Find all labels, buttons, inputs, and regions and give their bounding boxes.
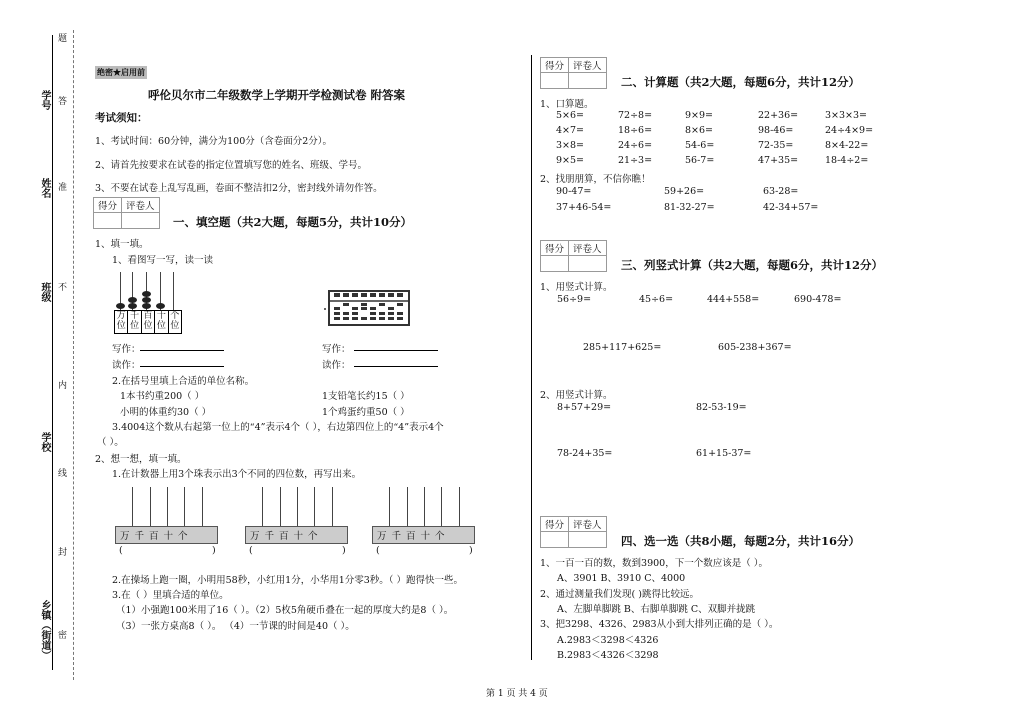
score-cell[interactable] bbox=[541, 256, 569, 272]
question: 1、一百一百的数，数到3900，下一个数应该是（ ）。 bbox=[540, 558, 768, 569]
counter-figure bbox=[372, 485, 477, 560]
section-title: 三、列竖式计算（共2大题，每题6分，共计12分） bbox=[621, 258, 884, 272]
page-title: 呼伦贝尔市二年级数学上学期开学检测试卷 附答案 bbox=[148, 88, 406, 102]
write-label: 写作： bbox=[112, 344, 141, 355]
option-a: A.2983＜3298＜4326 bbox=[557, 635, 659, 646]
oral-item: 72-35= bbox=[758, 140, 794, 151]
question-item: 小明的体重约30（ ） bbox=[120, 407, 212, 418]
score-box bbox=[540, 516, 607, 548]
answer-line[interactable] bbox=[140, 341, 224, 351]
question: 1.在计数器上用3个珠表示出3个不同的四位数，再写出来。 bbox=[112, 469, 362, 480]
calc-item: 56÷9= bbox=[557, 294, 592, 305]
section-title: 二、计算题（共2大题，每题6分，共计12分） bbox=[621, 75, 861, 89]
counter-rod bbox=[297, 487, 298, 527]
grader-label: 评卷人 bbox=[569, 517, 607, 532]
counter-rod bbox=[407, 487, 408, 527]
score-box bbox=[540, 240, 607, 272]
oral-item: 18÷6= bbox=[618, 125, 653, 136]
calc-item: 90-47= bbox=[556, 186, 592, 197]
score-label: 得分 bbox=[94, 198, 122, 213]
township-label: 乡镇（街道） bbox=[39, 600, 50, 660]
binding-label: 线 bbox=[56, 468, 66, 477]
oral-item: 72÷8= bbox=[618, 110, 653, 121]
write-label: 写作： bbox=[322, 344, 351, 355]
question: 2.在操场上跑一圈，小明用58秒，小红用1分，小华用1分零3秒。（ ）跑得快一些。 bbox=[112, 575, 464, 586]
page-number: 第 1 页 共 4 页 bbox=[486, 689, 548, 699]
counter-rod bbox=[132, 487, 133, 527]
counter-rod bbox=[424, 487, 425, 527]
section-title: 一、填空题（共2大题，每题5分，共计10分） bbox=[173, 215, 413, 229]
place-label: 个位 bbox=[170, 311, 180, 331]
oral-item: 8×6= bbox=[685, 125, 714, 136]
binding-label: 答 bbox=[56, 96, 66, 105]
place-label: 百位 bbox=[142, 311, 155, 333]
question: 3.在（ ）里填合适的单位。 bbox=[112, 590, 229, 601]
calc-item: 37+46-54= bbox=[556, 202, 612, 213]
note-item: 2、请首先按要求在试卷的指定位置填写您的姓名、班级、学号。 bbox=[95, 160, 368, 171]
question-item: 1本书约重200（ ） bbox=[120, 391, 205, 402]
oral-item: 8×4-22= bbox=[825, 140, 869, 151]
counter-rod bbox=[280, 487, 281, 527]
question: 1、口算题。 bbox=[540, 99, 594, 110]
binding-line bbox=[52, 35, 53, 670]
grader-cell[interactable] bbox=[122, 213, 160, 229]
calc-item: 8+57+29= bbox=[557, 402, 612, 413]
calc-item: 81-32-27= bbox=[664, 202, 715, 213]
question: 2.在括号里填上合适的单位名称。 bbox=[112, 376, 255, 387]
options: A、左脚单脚跳 B、右脚单脚跳 C、双脚并拢跳 bbox=[557, 604, 756, 615]
calc-item: 78-24+35= bbox=[557, 448, 613, 459]
question-item: 1个鸡蛋约重50（ ） bbox=[322, 407, 410, 418]
question: 3.4004这个数从右起第一位上的“4”表示4个（ ），右边第四位上的“4”表示4个 bbox=[112, 422, 444, 433]
seal-line bbox=[73, 30, 74, 680]
oral-item: 5×6= bbox=[556, 110, 585, 121]
question-item: 1支铅笔长约15（ ） bbox=[322, 391, 410, 402]
question: 2、找朋朋算，不信你瞧！ bbox=[540, 174, 651, 185]
question-item: （1）小强跑100米用了16（ ）。（2）5枚5角硬币叠在一起的厚度大约是8（ ）。 bbox=[116, 605, 454, 616]
paren-close: ) bbox=[212, 545, 216, 556]
question: 1、用竖式计算。 bbox=[540, 282, 613, 293]
read-label: 读作： bbox=[322, 360, 351, 371]
grader-label: 评卷人 bbox=[122, 198, 160, 213]
oral-item: 3×8= bbox=[556, 140, 585, 151]
counter-rod bbox=[150, 487, 151, 527]
column-divider bbox=[531, 55, 532, 660]
notes-heading: 考试须知： bbox=[95, 112, 148, 124]
class-label: 班级 bbox=[39, 282, 50, 302]
grader-label: 评卷人 bbox=[569, 241, 607, 256]
oral-item: 56-7= bbox=[685, 155, 715, 166]
binding-label: 准 bbox=[56, 182, 66, 191]
calc-item: 61+15-37= bbox=[696, 448, 752, 459]
question-item: （3）一张方桌高8（ ）。 （4）一节课的时间是40（ ）。 bbox=[116, 621, 355, 632]
oral-item: 24÷6= bbox=[618, 140, 653, 151]
binding-label: 封 bbox=[56, 547, 66, 556]
calc-item: 45÷6= bbox=[639, 294, 674, 305]
paren-open: ( bbox=[376, 545, 380, 556]
abacus-base bbox=[114, 310, 182, 334]
binding-label: 内 bbox=[56, 380, 66, 389]
question: 1、填一填。 bbox=[95, 239, 149, 250]
counter-rod bbox=[314, 487, 315, 527]
question: 3、把3298、4326、2983从小到大排列正确的是（ ）。 bbox=[540, 619, 779, 630]
oral-item: 3×3×3= bbox=[825, 110, 868, 121]
secret-label: 绝密★启用前 bbox=[97, 67, 145, 77]
oral-item: 24÷4×9= bbox=[825, 125, 874, 136]
counter-figure bbox=[245, 485, 350, 560]
counter-figure bbox=[115, 485, 220, 560]
oral-item: 21÷3= bbox=[618, 155, 653, 166]
counter-rod bbox=[262, 487, 263, 527]
binding-label: 密 bbox=[56, 630, 66, 639]
answer-line[interactable] bbox=[140, 357, 224, 367]
counter-rod bbox=[332, 487, 333, 527]
paren-close: ) bbox=[469, 545, 473, 556]
paren-close: ) bbox=[342, 545, 346, 556]
calc-item: 690-478= bbox=[794, 294, 842, 305]
question: （ ）。 bbox=[97, 437, 124, 448]
option-b: B.2983＜4326＜3298 bbox=[557, 650, 659, 661]
grader-cell[interactable] bbox=[569, 256, 607, 272]
paren-open: ( bbox=[119, 545, 123, 556]
counter-rod bbox=[184, 487, 185, 527]
note-item: 3、不要在试卷上乱写乱画，卷面不整洁扣2分，密封线外请勿作答。 bbox=[95, 183, 383, 194]
grader-label: 评卷人 bbox=[569, 58, 607, 73]
grader-cell[interactable] bbox=[569, 532, 607, 548]
binding-label: 题 bbox=[56, 33, 66, 42]
calc-item: 285+117+625= bbox=[583, 342, 662, 353]
oral-item: 22+36= bbox=[758, 110, 799, 121]
paren-open: ( bbox=[249, 545, 253, 556]
score-cell[interactable] bbox=[94, 213, 122, 229]
oral-item: 18-4÷2= bbox=[825, 155, 869, 166]
oral-item: 4×7= bbox=[556, 125, 585, 136]
student-id-label: 学号 bbox=[39, 90, 50, 110]
grader-cell[interactable] bbox=[569, 73, 607, 89]
options: A、3901 B、3910 C、4000 bbox=[557, 573, 686, 584]
question: 1、看图写一写，读一读 bbox=[112, 255, 214, 266]
counter-rod bbox=[459, 487, 460, 527]
counter-base: 万千百十个 bbox=[115, 526, 218, 544]
answer-line[interactable] bbox=[354, 357, 438, 367]
calc-item: 82-53-19= bbox=[696, 402, 747, 413]
note-item: 1、考试时间：60分钟，满分为100分（含卷面分2分）。 bbox=[95, 136, 333, 147]
bead bbox=[128, 303, 137, 309]
bead bbox=[156, 303, 165, 309]
read-label: 读作： bbox=[112, 360, 141, 371]
counter-base: 万千百十个 bbox=[372, 526, 475, 544]
oral-item: 47+35= bbox=[758, 155, 799, 166]
counter-rod bbox=[389, 487, 390, 527]
score-cell[interactable] bbox=[541, 73, 569, 89]
abacus-figure bbox=[112, 268, 184, 334]
oral-item: 9×9= bbox=[685, 110, 714, 121]
question: 2、通过测量我们发现( )跳得比较远。 bbox=[540, 589, 699, 600]
bead bbox=[116, 303, 125, 309]
calc-item: 59+26= bbox=[664, 186, 705, 197]
score-box bbox=[93, 197, 160, 229]
question: 2、用竖式计算。 bbox=[540, 390, 613, 401]
oral-item: 9×5= bbox=[556, 155, 585, 166]
score-label: 得分 bbox=[541, 58, 569, 73]
score-cell[interactable] bbox=[541, 532, 569, 548]
oral-item: 98-46= bbox=[758, 125, 794, 136]
calc-item: 63-28= bbox=[763, 186, 799, 197]
score-label: 得分 bbox=[541, 517, 569, 532]
question: 2、想一想，填一填。 bbox=[95, 454, 187, 465]
score-box bbox=[540, 57, 607, 89]
counter-rod bbox=[167, 487, 168, 527]
place-label: 千位 bbox=[128, 311, 141, 333]
calc-item: 605-238+367= bbox=[718, 342, 792, 353]
score-label: 得分 bbox=[541, 241, 569, 256]
counter-rod bbox=[202, 487, 203, 527]
calc-item: 444+558= bbox=[707, 294, 760, 305]
abacus-rod bbox=[173, 272, 174, 310]
name-label: 姓名 bbox=[39, 178, 50, 198]
oral-item: 54-6= bbox=[685, 140, 715, 151]
binding-label: 不 bbox=[56, 282, 66, 291]
counter-rod bbox=[441, 487, 442, 527]
bead bbox=[142, 303, 151, 309]
answer-line[interactable] bbox=[354, 341, 438, 351]
place-label: 万位 bbox=[115, 311, 128, 333]
counter-base: 万千百十个 bbox=[245, 526, 348, 544]
section-title: 四、选一选（共8小题，每题2分，共计16分） bbox=[621, 534, 861, 548]
calc-item: 42-34+57= bbox=[763, 202, 819, 213]
place-label: 十位 bbox=[155, 311, 168, 333]
suanpan-figure bbox=[323, 289, 413, 327]
school-label: 学校 bbox=[39, 432, 50, 452]
